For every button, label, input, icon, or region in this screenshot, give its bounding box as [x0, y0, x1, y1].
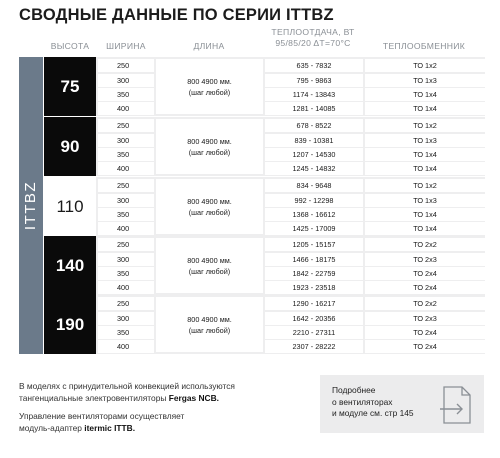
heat-output-cell: 2210 - 27311 [265, 326, 363, 339]
column-header-heat-output [263, 27, 363, 49]
width-cell: 350 [98, 148, 154, 161]
column-header-exchanger: ТЕПЛООБМЕННИК [382, 41, 466, 51]
width-cell: 250 [98, 119, 154, 132]
exchanger-cell: ТО 1х3 [365, 134, 485, 147]
control-note-line2-text: модуль-адаптер [19, 422, 85, 433]
heat-output-cell: 834 - 9648 [265, 179, 363, 192]
exchanger-cell: ТО 1х3 [365, 194, 485, 207]
exchanger-cell: ТО 2х4 [365, 281, 485, 294]
heat-output-cell: 992 - 12298 [265, 194, 363, 207]
width-cell: 250 [98, 297, 154, 310]
heat-output-cell: 839 - 10381 [265, 134, 363, 147]
width-cell: 350 [98, 326, 154, 339]
heat-output-cell: 635 - 7832 [265, 59, 363, 72]
series-label [19, 57, 43, 354]
exchanger-cell: ТО 2х3 [365, 253, 485, 266]
length-step: (шаг любой) [188, 266, 231, 276]
fan-note [19, 381, 235, 404]
series-label-text: ITTBZ [22, 180, 40, 231]
more-info-line2: о вентиляторах [332, 396, 393, 407]
more-info-line1: Подробнее [332, 385, 376, 395]
exchanger-cell: ТО 1х4 [365, 148, 485, 161]
width-cell: 400 [98, 162, 154, 175]
heat-header-line2: 95/85/20 ΔT=70°C [275, 38, 351, 48]
heat-output-cell: 1466 - 18175 [265, 253, 363, 266]
control-note-line2 [19, 423, 184, 435]
exchanger-cell: ТО 2х4 [365, 340, 485, 353]
width-cell: 300 [98, 74, 154, 87]
exchanger-cell: ТО 1х4 [365, 88, 485, 101]
height-cell: 190 [44, 295, 96, 354]
width-cell: 400 [98, 340, 154, 353]
column-header-height: ВЫСОТА [50, 41, 90, 51]
exchanger-cell: ТО 1х2 [365, 179, 485, 192]
fan-note-line2 [19, 393, 235, 405]
height-cell: 110 [44, 177, 96, 236]
exchanger-cell: ТО 1х3 [365, 74, 485, 87]
more-info-line3: и модуле см. стр 145 [332, 408, 414, 418]
length-cell [156, 119, 263, 174]
exchanger-cell: ТО 2х4 [365, 326, 485, 339]
length-range: 800 4900 мм. [187, 255, 232, 265]
heat-output-cell: 2307 - 28222 [265, 340, 363, 353]
heat-output-cell: 1281 - 14085 [265, 102, 363, 115]
heat-output-cell: 1245 - 14832 [265, 162, 363, 175]
height-group [44, 295, 485, 354]
column-header-length: ДЛИНА [193, 41, 225, 51]
width-cell: 300 [98, 134, 154, 147]
width-cell: 250 [98, 238, 154, 251]
length-step: (шаг любой) [188, 325, 231, 335]
heat-header-line1: ТЕПЛООТДАЧА, ВТ [271, 27, 355, 37]
heat-output-cell: 678 - 8522 [265, 119, 363, 132]
exchanger-cell: ТО 2х3 [365, 312, 485, 325]
heat-output-cell: 1174 - 13843 [265, 88, 363, 101]
exchanger-cell: ТО 1х4 [365, 162, 485, 175]
length-cell [156, 59, 263, 114]
width-cell: 400 [98, 281, 154, 294]
height-group [44, 117, 485, 176]
width-cell: 350 [98, 208, 154, 221]
exchanger-cell: ТО 1х2 [365, 59, 485, 72]
heat-output-cell: 1205 - 15157 [265, 238, 363, 251]
exchanger-cell: ТО 2х2 [365, 297, 485, 310]
height-group [44, 236, 485, 295]
length-range: 800 4900 мм. [187, 196, 232, 206]
width-cell: 400 [98, 222, 154, 235]
height-cell: 75 [44, 57, 96, 116]
exchanger-cell: ТО 2х4 [365, 267, 485, 280]
length-cell [156, 179, 263, 234]
control-note [19, 411, 184, 434]
length-range: 800 4900 мм. [187, 136, 232, 146]
column-header-width: ШИРИНА [106, 41, 146, 51]
width-cell: 300 [98, 312, 154, 325]
document-arrow-icon[interactable] [438, 385, 476, 425]
height-group [44, 57, 485, 116]
length-step: (шаг любой) [188, 147, 231, 157]
width-cell: 250 [98, 59, 154, 72]
width-cell: 350 [98, 267, 154, 280]
heat-output-cell: 1923 - 23518 [265, 281, 363, 294]
exchanger-cell: ТО 1х4 [365, 222, 485, 235]
height-group [44, 177, 485, 236]
width-cell: 250 [98, 179, 154, 192]
length-step: (шаг любой) [188, 87, 231, 97]
exchanger-cell: ТО 2х2 [365, 238, 485, 251]
heat-output-cell: 1290 - 16217 [265, 297, 363, 310]
width-cell: 350 [98, 88, 154, 101]
more-info-text [332, 385, 414, 420]
heat-output-cell: 1207 - 14530 [265, 148, 363, 161]
more-info-box[interactable] [320, 375, 484, 433]
page-title: СВОДНЫЕ ДАННЫЕ ПО СЕРИИ ITTBZ [19, 6, 334, 24]
length-cell [156, 297, 263, 352]
width-cell: 400 [98, 102, 154, 115]
fan-model: Fergas NCB. [168, 392, 219, 403]
height-cell: 90 [44, 117, 96, 176]
width-cell: 300 [98, 253, 154, 266]
exchanger-cell: ТО 1х2 [365, 119, 485, 132]
exchanger-cell: ТО 1х4 [365, 208, 485, 221]
heat-output-cell: 1842 - 22759 [265, 267, 363, 280]
length-cell [156, 238, 263, 293]
heat-output-cell: 795 - 9863 [265, 74, 363, 87]
length-range: 800 4900 мм. [187, 314, 232, 324]
control-note-line1: Управление вентиляторами осуществляет [19, 411, 185, 421]
length-range: 800 4900 мм. [187, 76, 232, 86]
heat-output-cell: 1368 - 16612 [265, 208, 363, 221]
width-cell: 300 [98, 194, 154, 207]
fan-note-line2-text: тангенциальные электровентиляторы [19, 392, 169, 403]
heat-output-cell: 1425 - 17009 [265, 222, 363, 235]
length-step: (шаг любой) [188, 207, 231, 217]
heat-output-cell: 1642 - 20356 [265, 312, 363, 325]
fan-note-line1: В моделях с принудительной конвекцией используются [19, 381, 235, 391]
height-cell: 140 [44, 236, 96, 295]
adapter-model: itermic ITTB. [84, 422, 136, 433]
exchanger-cell: ТО 1х4 [365, 102, 485, 115]
